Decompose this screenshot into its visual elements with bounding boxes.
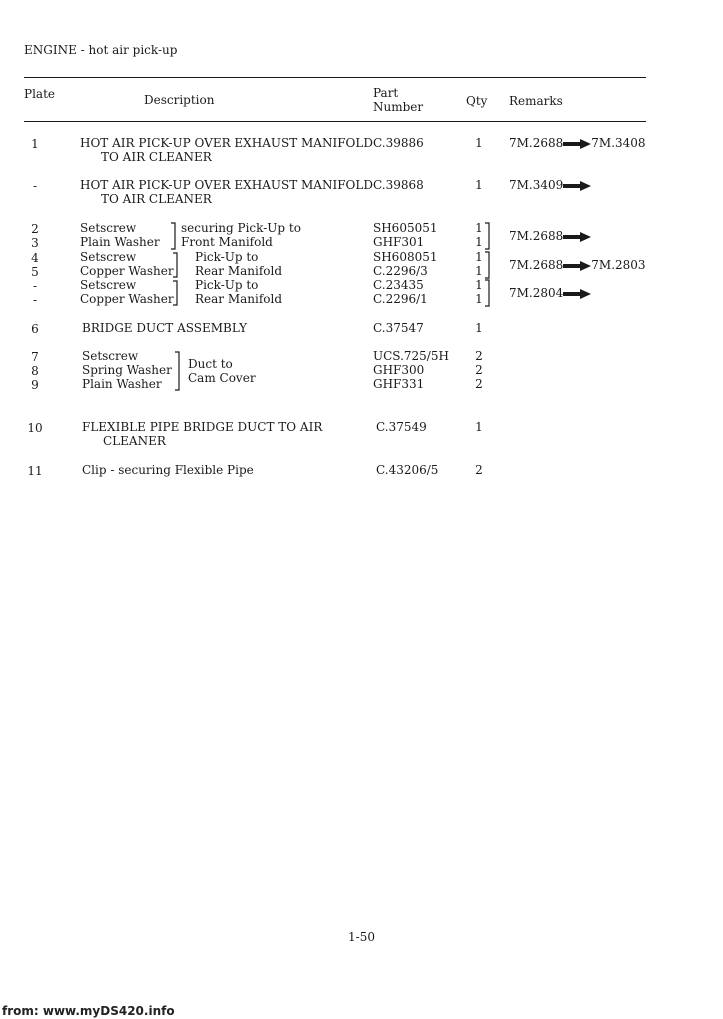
serial-to: 7M.3408 [591, 136, 646, 150]
right-arrow-icon [563, 261, 591, 271]
serial-from: 7M.3409 [509, 178, 564, 192]
header-plate: Plate [24, 87, 55, 101]
item-name: Setscrew [80, 278, 137, 292]
right-arrow-icon [563, 289, 591, 299]
serial-from: 7M.2688 [509, 136, 564, 150]
bracket [484, 251, 492, 279]
plate-number: 2 [31, 222, 39, 236]
item-note: Cam Cover [188, 371, 256, 385]
item-note: Duct to [188, 357, 233, 371]
description-line: BRIDGE DUCT ASSEMBLY [82, 321, 247, 335]
item-name: Setscrew [80, 250, 137, 264]
quantity: 1 [475, 178, 483, 192]
quantity: 1 [475, 136, 483, 150]
header-bottom-rule [24, 121, 646, 122]
quantity: 1 [475, 278, 483, 292]
quantity: 1 [475, 221, 483, 235]
plate-number: 4 [31, 251, 39, 265]
part-number: C.43206/5 [376, 463, 439, 477]
bracket [172, 280, 180, 306]
serial-from: 7M.2688 [509, 258, 564, 272]
remarks [509, 229, 591, 243]
bracket [172, 252, 180, 278]
source-watermark: from: www.myDS420.info [2, 1004, 175, 1018]
serial-from: 7M.2688 [509, 229, 564, 243]
part-number: C.39868 [373, 178, 424, 192]
quantity: 2 [475, 363, 483, 377]
plate-number: 3 [31, 236, 39, 250]
item-note: Pick-Up to [195, 250, 259, 264]
remarks [509, 178, 591, 192]
item-name: Copper Washer [80, 264, 174, 278]
part-number: SH608051 [373, 250, 438, 264]
serial-to: 7M.2803 [591, 258, 646, 272]
part-number: C.37547 [373, 321, 424, 335]
plate-number: - [32, 293, 38, 307]
plate-number: 7 [31, 350, 39, 364]
item-name: Setscrew [82, 349, 139, 363]
header-qty: Qty [466, 94, 488, 108]
plate-number: - [32, 179, 38, 193]
header-description: Description [144, 93, 215, 107]
header-top-rule [24, 77, 646, 78]
quantity: 2 [475, 463, 483, 477]
part-number: C.39886 [373, 136, 424, 150]
plate-number: 10 [27, 421, 43, 435]
part-number: SH605051 [373, 221, 438, 235]
header-part-line2: Number [373, 100, 424, 114]
right-arrow-icon [563, 232, 591, 242]
bracket [484, 222, 492, 250]
remarks [509, 136, 646, 150]
item-note: securing Pick-Up to [181, 221, 301, 235]
quantity: 2 [475, 377, 483, 391]
bracket [170, 222, 178, 250]
plate-number: 11 [27, 464, 43, 478]
item-name: Setscrew [80, 221, 137, 235]
plate-number: 6 [31, 322, 39, 336]
description-line: FLEXIBLE PIPE BRIDGE DUCT TO AIR [82, 420, 323, 434]
serial-from: 7M.2804 [509, 286, 564, 300]
part-number: GHF301 [373, 235, 425, 249]
item-note: Rear Manifold [195, 292, 283, 306]
plate-number: 1 [31, 137, 39, 151]
quantity: 1 [475, 420, 483, 434]
description-line: HOT AIR PICK-UP OVER EXHAUST MANIFOLD [80, 178, 373, 192]
quantity: 1 [475, 264, 483, 278]
item-name: Copper Washer [80, 292, 174, 306]
page-number: 1-50 [348, 930, 375, 944]
description-line: TO AIR CLEANER [101, 150, 212, 164]
description-line: CLEANER [103, 434, 166, 448]
item-name: Spring Washer [82, 363, 172, 377]
right-arrow-icon [563, 139, 591, 149]
quantity: 2 [475, 349, 483, 363]
plate-number: 9 [31, 378, 39, 392]
part-number: GHF300 [373, 363, 425, 377]
description-line: Clip - securing Flexible Pipe [82, 463, 254, 477]
item-note: Pick-Up to [195, 278, 259, 292]
item-note: Front Manifold [181, 235, 273, 249]
page-title: ENGINE - hot air pick-up [24, 43, 178, 57]
plate-number: 5 [31, 265, 39, 279]
part-number: GHF331 [373, 377, 425, 391]
plate-number: - [32, 279, 38, 293]
quantity: 1 [475, 292, 483, 306]
remarks [509, 286, 591, 300]
remarks [509, 258, 646, 272]
bracket [174, 351, 182, 391]
part-number: C.2296/3 [373, 264, 428, 278]
header-part-line1: Part [373, 86, 399, 100]
description-line: HOT AIR PICK-UP OVER EXHAUST MANIFOLD [80, 136, 373, 150]
item-note: Rear Manifold [195, 264, 283, 278]
description-line: TO AIR CLEANER [101, 192, 212, 206]
item-name: Plain Washer [82, 377, 162, 391]
quantity: 1 [475, 250, 483, 264]
right-arrow-icon [563, 181, 591, 191]
part-number: C.37549 [376, 420, 427, 434]
part-number: UCS.725/5H [373, 349, 449, 363]
item-name: Plain Washer [80, 235, 160, 249]
plate-number: 8 [31, 364, 39, 378]
part-number: C.2296/1 [373, 292, 428, 306]
part-number: C.23435 [373, 278, 424, 292]
quantity: 1 [475, 235, 483, 249]
bracket [484, 279, 492, 307]
header-remarks: Remarks [509, 94, 563, 108]
quantity: 1 [475, 321, 483, 335]
